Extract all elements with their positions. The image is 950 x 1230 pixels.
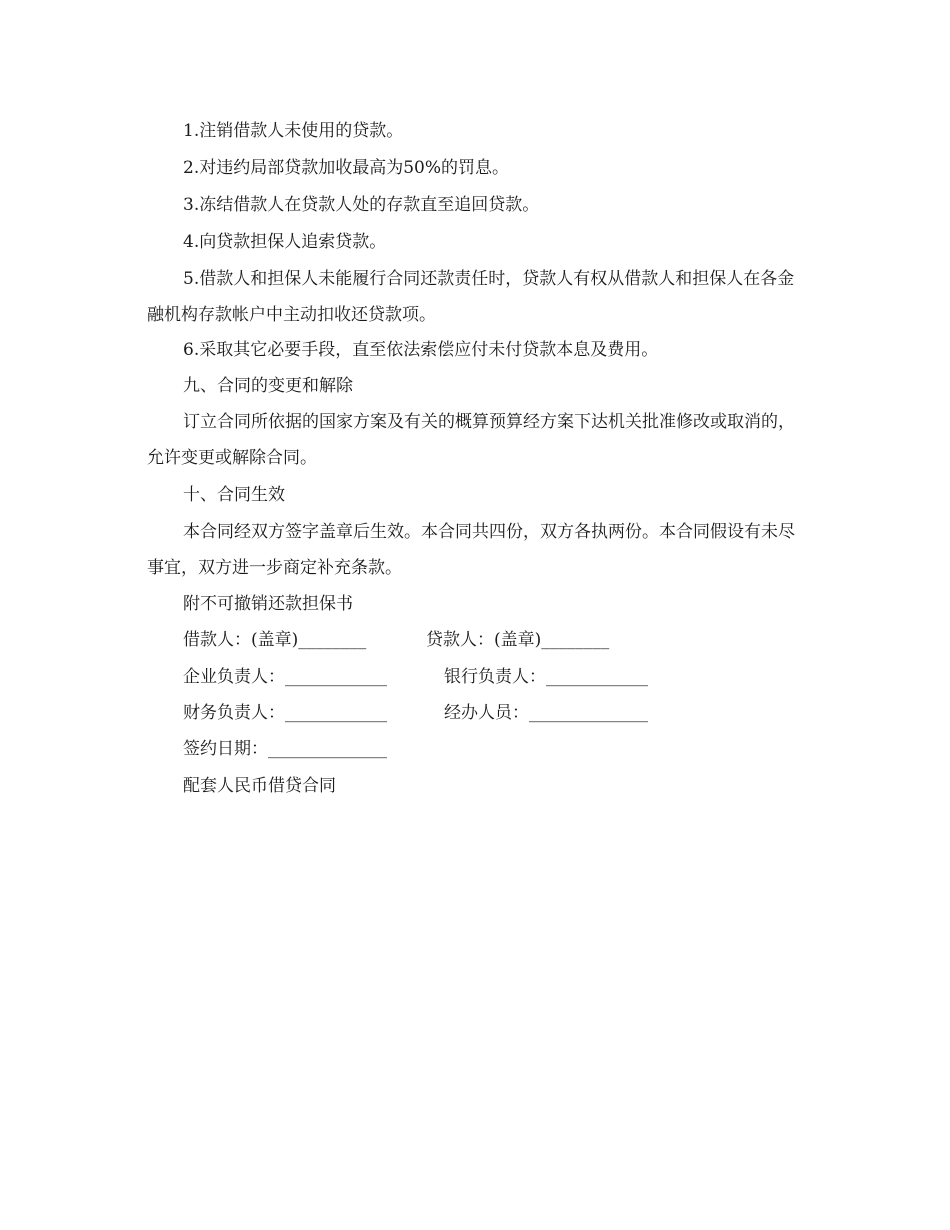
list-item: 3.冻结借款人在贷款人处的存款直至追回贷款。 (183, 195, 540, 215)
lender-signature: 贷款人：(盖章)________ (426, 630, 610, 650)
footer-title: 配套人民币借贷合同 (183, 776, 336, 796)
handler-signature: 经办人员：______________ (444, 703, 648, 723)
enterprise-head-signature: 企业负责人：____________ (183, 667, 387, 687)
list-item: 4.向贷款担保人追索贷款。 (183, 232, 387, 252)
attachment-note: 附不可撤销还款担保书 (183, 594, 353, 614)
section-body-effect: 本合同经双方签字盖章后生效。本合同共四份，双方各执两份。本合同假设有未尽事宜，双方进一步商定补充条款。 (147, 522, 795, 578)
section-heading-change: 九、合同的变更和解除 (183, 376, 353, 396)
list-item: 6.采取其它必要手段，直至依法索偿应付未付贷款本息及费用。 (183, 340, 659, 360)
finance-head-signature: 财务负责人：____________ (183, 703, 387, 723)
list-item: 2.对违约局部贷款加收最高为50%的罚息。 (183, 158, 510, 178)
list-item: 1.注销借款人未使用的贷款。 (183, 121, 404, 141)
section-heading-effect: 十、合同生效 (183, 485, 285, 505)
sign-date: 签约日期：______________ (183, 739, 387, 759)
borrower-signature: 借款人：(盖章)________ (183, 630, 367, 650)
list-item: 5.借款人和担保人未能履行合同还款责任时，贷款人有权从借款人和担保人在各金融机构存款帐户中主动扣收还贷款项。 (147, 269, 795, 325)
bank-head-signature: 银行负责人：____________ (444, 667, 648, 687)
section-body-change: 订立合同所依据的国家方案及有关的概算预算经方案下达机关批准修改或取消的，允许变更或解除合同。 (147, 412, 795, 468)
